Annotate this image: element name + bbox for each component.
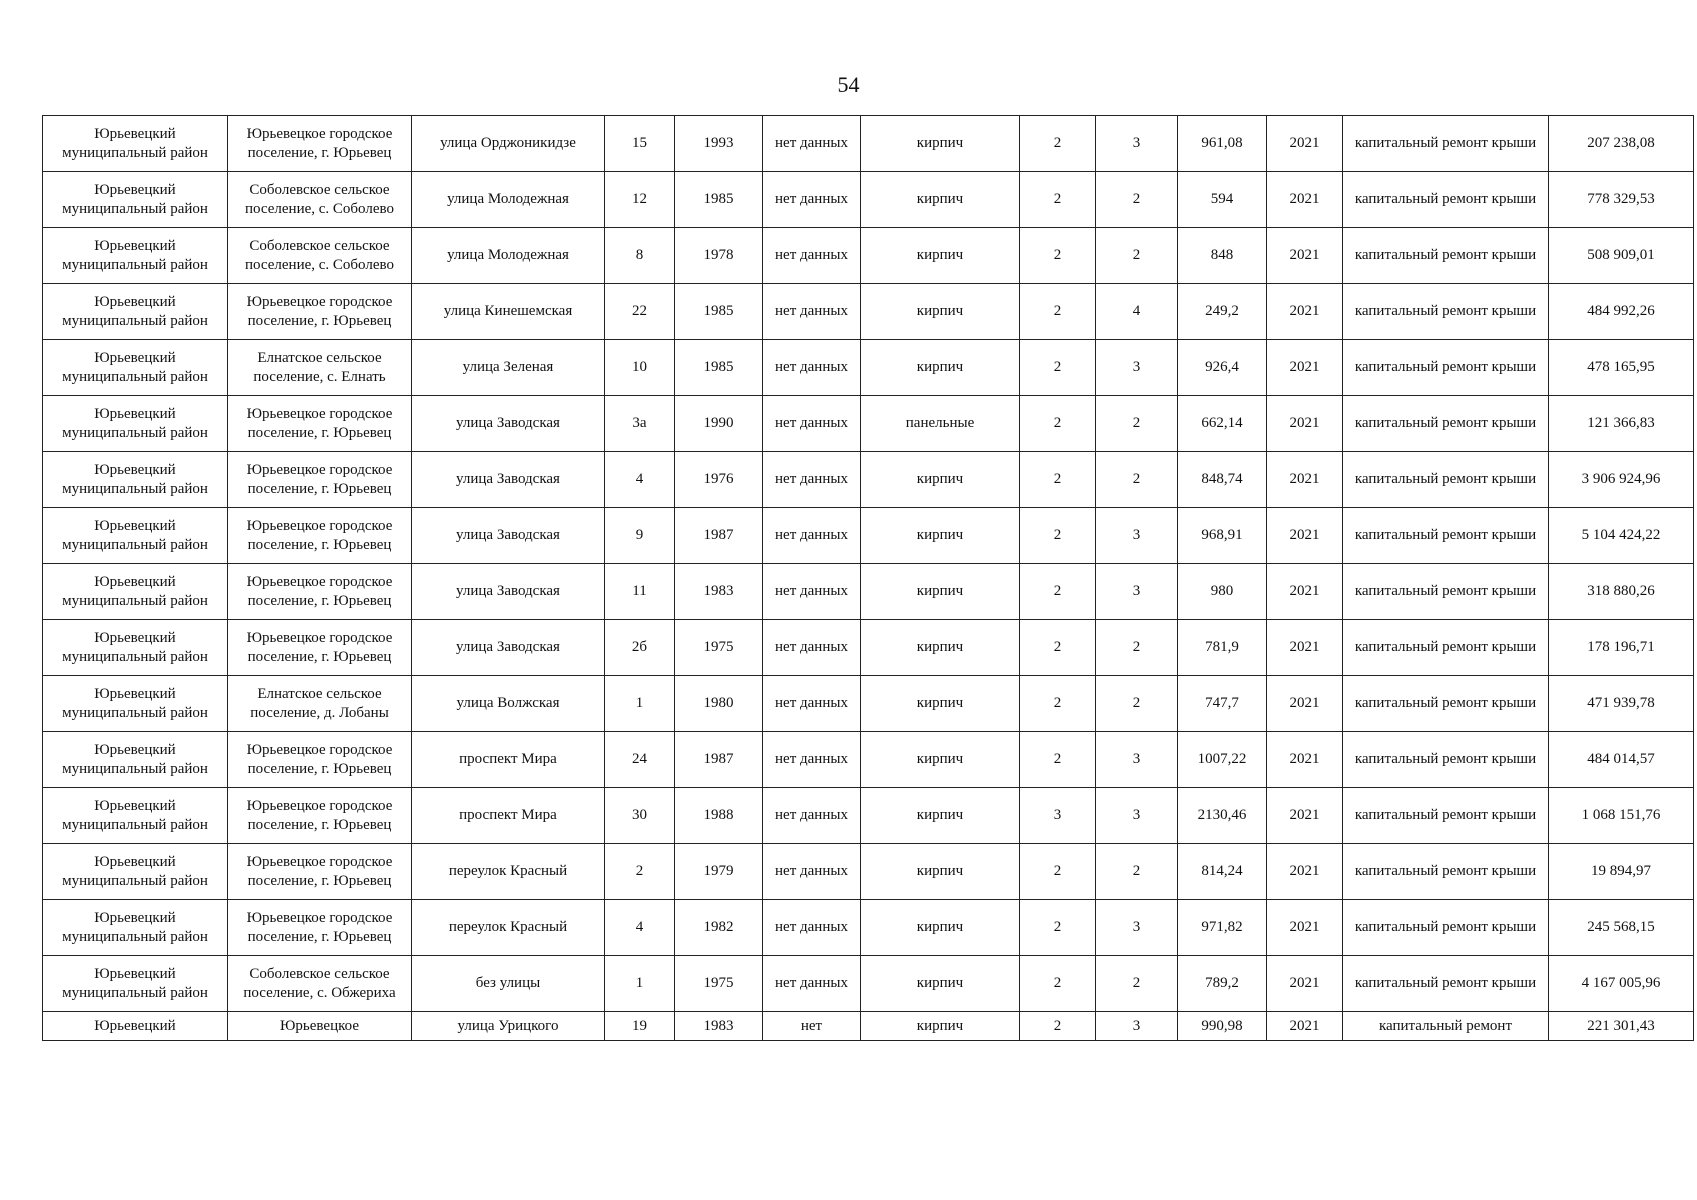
house-number-cell: 10	[605, 340, 675, 396]
district-cell: Юрьевецкий муниципальный район	[43, 844, 228, 900]
house-number-cell: 1	[605, 956, 675, 1012]
street-cell: улица Волжская	[412, 676, 605, 732]
wall-material-cell: кирпич	[861, 340, 1020, 396]
wall-material-cell: кирпич	[861, 172, 1020, 228]
area-cell: 1007,22	[1178, 732, 1267, 788]
year-built-cell: 1982	[675, 900, 763, 956]
floors-cell: 2	[1020, 172, 1096, 228]
page-number: 54	[837, 72, 860, 97]
settlement-cell: Юрьевецкое городское поселение, г. Юрьевец	[228, 900, 412, 956]
table-row	[43, 172, 1694, 228]
house-number-cell: 12	[605, 172, 675, 228]
table-row	[43, 508, 1694, 564]
table-row	[43, 900, 1694, 956]
year-reconstruction-cell: нет данных	[763, 956, 861, 1012]
year-built-cell: 1987	[675, 732, 763, 788]
year-built-cell: 1983	[675, 1012, 763, 1041]
entrances-cell: 3	[1096, 788, 1178, 844]
year-planned-cell: 2021	[1267, 844, 1343, 900]
area-cell: 662,14	[1178, 396, 1267, 452]
year-reconstruction-cell: нет данных	[763, 620, 861, 676]
street-cell: улица Заводская	[412, 564, 605, 620]
year-reconstruction-cell: нет данных	[763, 172, 861, 228]
street-cell: улица Орджоникидзе	[412, 116, 605, 172]
year-planned-cell: 2021	[1267, 956, 1343, 1012]
settlement-cell: Юрьевецкое городское поселение, г. Юрьевец	[228, 508, 412, 564]
year-planned-cell: 2021	[1267, 788, 1343, 844]
year-planned-cell: 2021	[1267, 340, 1343, 396]
house-number-cell: 3а	[605, 396, 675, 452]
wall-material-cell: кирпич	[861, 116, 1020, 172]
area-cell: 848	[1178, 228, 1267, 284]
wall-material-cell: кирпич	[861, 228, 1020, 284]
area-cell: 848,74	[1178, 452, 1267, 508]
year-built-cell: 1985	[675, 284, 763, 340]
year-reconstruction-cell: нет данных	[763, 396, 861, 452]
house-number-cell: 19	[605, 1012, 675, 1041]
wall-material-cell: кирпич	[861, 900, 1020, 956]
district-cell: Юрьевецкий муниципальный район	[43, 564, 228, 620]
district-cell: Юрьевецкий муниципальный район	[43, 116, 228, 172]
settlement-cell: Юрьевецкое	[228, 1012, 412, 1041]
floors-cell: 2	[1020, 844, 1096, 900]
house-number-cell: 15	[605, 116, 675, 172]
work-type-cell: капитальный ремонт крыши	[1343, 340, 1549, 396]
entrances-cell: 2	[1096, 172, 1178, 228]
district-cell: Юрьевецкий	[43, 1012, 228, 1041]
wall-material-cell: кирпич	[861, 956, 1020, 1012]
district-cell: Юрьевецкий муниципальный район	[43, 340, 228, 396]
work-type-cell: капитальный ремонт крыши	[1343, 676, 1549, 732]
cost-cell: 245 568,15	[1549, 900, 1694, 956]
cost-cell: 4 167 005,96	[1549, 956, 1694, 1012]
area-cell: 2130,46	[1178, 788, 1267, 844]
floors-cell: 2	[1020, 116, 1096, 172]
year-built-cell: 1975	[675, 956, 763, 1012]
year-planned-cell: 2021	[1267, 900, 1343, 956]
area-cell: 789,2	[1178, 956, 1267, 1012]
work-type-cell: капитальный ремонт крыши	[1343, 508, 1549, 564]
year-planned-cell: 2021	[1267, 116, 1343, 172]
settlement-cell: Соболевское сельское поселение, с. Соболево	[228, 172, 412, 228]
house-number-cell: 1	[605, 676, 675, 732]
floors-cell: 2	[1020, 452, 1096, 508]
year-built-cell: 1985	[675, 172, 763, 228]
house-number-cell: 24	[605, 732, 675, 788]
year-built-cell: 1975	[675, 620, 763, 676]
year-reconstruction-cell: нет данных	[763, 788, 861, 844]
year-built-cell: 1976	[675, 452, 763, 508]
work-type-cell: капитальный ремонт	[1343, 1012, 1549, 1041]
work-type-cell: капитальный ремонт крыши	[1343, 956, 1549, 1012]
year-planned-cell: 2021	[1267, 284, 1343, 340]
floors-cell: 2	[1020, 284, 1096, 340]
floors-cell: 2	[1020, 900, 1096, 956]
table-row	[43, 396, 1694, 452]
floors-cell: 3	[1020, 788, 1096, 844]
area-cell: 926,4	[1178, 340, 1267, 396]
work-type-cell: капитальный ремонт крыши	[1343, 228, 1549, 284]
settlement-cell: Соболевское сельское поселение, с. Обжериха	[228, 956, 412, 1012]
wall-material-cell: кирпич	[861, 508, 1020, 564]
cost-cell: 221 301,43	[1549, 1012, 1694, 1041]
house-number-cell: 4	[605, 900, 675, 956]
cost-cell: 778 329,53	[1549, 172, 1694, 228]
year-planned-cell: 2021	[1267, 452, 1343, 508]
entrances-cell: 3	[1096, 340, 1178, 396]
house-number-cell: 9	[605, 508, 675, 564]
entrances-cell: 2	[1096, 676, 1178, 732]
year-reconstruction-cell: нет данных	[763, 228, 861, 284]
work-type-cell: капитальный ремонт крыши	[1343, 788, 1549, 844]
wall-material-cell: кирпич	[861, 620, 1020, 676]
district-cell: Юрьевецкий муниципальный район	[43, 396, 228, 452]
table-row	[43, 844, 1694, 900]
work-type-cell: капитальный ремонт крыши	[1343, 620, 1549, 676]
house-number-cell: 11	[605, 564, 675, 620]
area-cell: 814,24	[1178, 844, 1267, 900]
area-cell: 980	[1178, 564, 1267, 620]
table-row	[43, 620, 1694, 676]
work-type-cell: капитальный ремонт крыши	[1343, 564, 1549, 620]
cost-cell: 121 366,83	[1549, 396, 1694, 452]
street-cell: проспект Мира	[412, 788, 605, 844]
work-type-cell: капитальный ремонт крыши	[1343, 284, 1549, 340]
year-built-cell: 1993	[675, 116, 763, 172]
entrances-cell: 2	[1096, 396, 1178, 452]
cost-cell: 19 894,97	[1549, 844, 1694, 900]
area-cell: 747,7	[1178, 676, 1267, 732]
entrances-cell: 3	[1096, 1012, 1178, 1041]
street-cell: улица Молодежная	[412, 228, 605, 284]
year-reconstruction-cell: нет данных	[763, 284, 861, 340]
district-cell: Юрьевецкий муниципальный район	[43, 676, 228, 732]
year-reconstruction-cell: нет данных	[763, 116, 861, 172]
year-planned-cell: 2021	[1267, 228, 1343, 284]
house-number-cell: 8	[605, 228, 675, 284]
entrances-cell: 4	[1096, 284, 1178, 340]
district-cell: Юрьевецкий муниципальный район	[43, 452, 228, 508]
settlement-cell: Юрьевецкое городское поселение, г. Юрьевец	[228, 452, 412, 508]
year-planned-cell: 2021	[1267, 1012, 1343, 1041]
table-row	[43, 564, 1694, 620]
entrances-cell: 3	[1096, 564, 1178, 620]
entrances-cell: 2	[1096, 844, 1178, 900]
settlement-cell: Юрьевецкое городское поселение, г. Юрьевец	[228, 564, 412, 620]
settlement-cell: Елнатское сельское поселение, д. Лобаны	[228, 676, 412, 732]
table-body	[43, 116, 1694, 1041]
street-cell: улица Кинешемская	[412, 284, 605, 340]
year-reconstruction-cell: нет данных	[763, 564, 861, 620]
floors-cell: 2	[1020, 228, 1096, 284]
floors-cell: 2	[1020, 396, 1096, 452]
settlement-cell: Соболевское сельское поселение, с. Соболево	[228, 228, 412, 284]
work-type-cell: капитальный ремонт крыши	[1343, 452, 1549, 508]
cost-cell: 178 196,71	[1549, 620, 1694, 676]
wall-material-cell: кирпич	[861, 564, 1020, 620]
table-row	[43, 452, 1694, 508]
wall-material-cell: кирпич	[861, 732, 1020, 788]
district-cell: Юрьевецкий муниципальный район	[43, 228, 228, 284]
settlement-cell: Елнатское сельское поселение, с. Елнать	[228, 340, 412, 396]
work-type-cell: капитальный ремонт крыши	[1343, 900, 1549, 956]
year-built-cell: 1983	[675, 564, 763, 620]
entrances-cell: 2	[1096, 956, 1178, 1012]
cost-cell: 3 906 924,96	[1549, 452, 1694, 508]
work-type-cell: капитальный ремонт крыши	[1343, 732, 1549, 788]
entrances-cell: 3	[1096, 508, 1178, 564]
district-cell: Юрьевецкий муниципальный район	[43, 788, 228, 844]
year-built-cell: 1985	[675, 340, 763, 396]
house-number-cell: 2б	[605, 620, 675, 676]
settlement-cell: Юрьевецкое городское поселение, г. Юрьевец	[228, 732, 412, 788]
floors-cell: 2	[1020, 508, 1096, 564]
area-cell: 594	[1178, 172, 1267, 228]
district-cell: Юрьевецкий муниципальный район	[43, 508, 228, 564]
street-cell: улица Заводская	[412, 508, 605, 564]
wall-material-cell: кирпич	[861, 452, 1020, 508]
work-type-cell: капитальный ремонт крыши	[1343, 172, 1549, 228]
district-cell: Юрьевецкий муниципальный район	[43, 956, 228, 1012]
settlement-cell: Юрьевецкое городское поселение, г. Юрьевец	[228, 788, 412, 844]
year-reconstruction-cell: нет	[763, 1012, 861, 1041]
floors-cell: 2	[1020, 620, 1096, 676]
work-type-cell: капитальный ремонт крыши	[1343, 116, 1549, 172]
settlement-cell: Юрьевецкое городское поселение, г. Юрьевец	[228, 396, 412, 452]
floors-cell: 2	[1020, 564, 1096, 620]
street-cell: улица Заводская	[412, 396, 605, 452]
work-type-cell: капитальный ремонт крыши	[1343, 844, 1549, 900]
floors-cell: 2	[1020, 1012, 1096, 1041]
cost-cell: 484 992,26	[1549, 284, 1694, 340]
entrances-cell: 2	[1096, 452, 1178, 508]
year-reconstruction-cell: нет данных	[763, 508, 861, 564]
floors-cell: 2	[1020, 956, 1096, 1012]
entrances-cell: 3	[1096, 732, 1178, 788]
year-built-cell: 1990	[675, 396, 763, 452]
street-cell: проспект Мира	[412, 732, 605, 788]
settlement-cell: Юрьевецкое городское поселение, г. Юрьевец	[228, 620, 412, 676]
district-cell: Юрьевецкий муниципальный район	[43, 620, 228, 676]
cost-cell: 508 909,01	[1549, 228, 1694, 284]
year-reconstruction-cell: нет данных	[763, 340, 861, 396]
cost-cell: 484 014,57	[1549, 732, 1694, 788]
floors-cell: 2	[1020, 732, 1096, 788]
house-number-cell: 30	[605, 788, 675, 844]
area-cell: 971,82	[1178, 900, 1267, 956]
year-built-cell: 1988	[675, 788, 763, 844]
year-reconstruction-cell: нет данных	[763, 676, 861, 732]
house-number-cell: 4	[605, 452, 675, 508]
year-planned-cell: 2021	[1267, 676, 1343, 732]
floors-cell: 2	[1020, 676, 1096, 732]
table-row	[43, 228, 1694, 284]
cost-cell: 1 068 151,76	[1549, 788, 1694, 844]
wall-material-cell: кирпич	[861, 676, 1020, 732]
settlement-cell: Юрьевецкое городское поселение, г. Юрьевец	[228, 284, 412, 340]
area-cell: 249,2	[1178, 284, 1267, 340]
wall-material-cell: кирпич	[861, 284, 1020, 340]
cost-cell: 478 165,95	[1549, 340, 1694, 396]
year-reconstruction-cell: нет данных	[763, 452, 861, 508]
district-cell: Юрьевецкий муниципальный район	[43, 284, 228, 340]
entrances-cell: 2	[1096, 620, 1178, 676]
settlement-cell: Юрьевецкое городское поселение, г. Юрьевец	[228, 844, 412, 900]
district-cell: Юрьевецкий муниципальный район	[43, 172, 228, 228]
wall-material-cell: панельные	[861, 396, 1020, 452]
floors-cell: 2	[1020, 340, 1096, 396]
table-row	[43, 340, 1694, 396]
house-number-cell: 22	[605, 284, 675, 340]
settlement-cell: Юрьевецкое городское поселение, г. Юрьевец	[228, 116, 412, 172]
table-row	[43, 956, 1694, 1012]
area-cell: 781,9	[1178, 620, 1267, 676]
street-cell: улица Урицкого	[412, 1012, 605, 1041]
year-reconstruction-cell: нет данных	[763, 732, 861, 788]
wall-material-cell: кирпич	[861, 1012, 1020, 1041]
area-cell: 990,98	[1178, 1012, 1267, 1041]
year-built-cell: 1987	[675, 508, 763, 564]
street-cell: улица Заводская	[412, 620, 605, 676]
entrances-cell: 3	[1096, 116, 1178, 172]
district-cell: Юрьевецкий муниципальный район	[43, 900, 228, 956]
street-cell: улица Молодежная	[412, 172, 605, 228]
area-cell: 968,91	[1178, 508, 1267, 564]
cost-cell: 318 880,26	[1549, 564, 1694, 620]
wall-material-cell: кирпич	[861, 844, 1020, 900]
table-row	[43, 1012, 1694, 1041]
housing-repair-table	[42, 115, 1694, 1041]
year-built-cell: 1980	[675, 676, 763, 732]
year-planned-cell: 2021	[1267, 396, 1343, 452]
year-planned-cell: 2021	[1267, 508, 1343, 564]
entrances-cell: 3	[1096, 900, 1178, 956]
cost-cell: 207 238,08	[1549, 116, 1694, 172]
table-row	[43, 676, 1694, 732]
table-row	[43, 116, 1694, 172]
year-planned-cell: 2021	[1267, 564, 1343, 620]
street-cell: переулок Красный	[412, 900, 605, 956]
table-row	[43, 284, 1694, 340]
district-cell: Юрьевецкий муниципальный район	[43, 732, 228, 788]
work-type-cell: капитальный ремонт крыши	[1343, 396, 1549, 452]
year-planned-cell: 2021	[1267, 172, 1343, 228]
year-built-cell: 1979	[675, 844, 763, 900]
year-planned-cell: 2021	[1267, 620, 1343, 676]
year-reconstruction-cell: нет данных	[763, 900, 861, 956]
year-reconstruction-cell: нет данных	[763, 844, 861, 900]
street-cell: улица Заводская	[412, 452, 605, 508]
year-planned-cell: 2021	[1267, 732, 1343, 788]
entrances-cell: 2	[1096, 228, 1178, 284]
table-row	[43, 732, 1694, 788]
street-cell: улица Зеленая	[412, 340, 605, 396]
house-number-cell: 2	[605, 844, 675, 900]
table-row	[43, 788, 1694, 844]
street-cell: переулок Красный	[412, 844, 605, 900]
cost-cell: 5 104 424,22	[1549, 508, 1694, 564]
street-cell: без улицы	[412, 956, 605, 1012]
cost-cell: 471 939,78	[1549, 676, 1694, 732]
wall-material-cell: кирпич	[861, 788, 1020, 844]
area-cell: 961,08	[1178, 116, 1267, 172]
year-built-cell: 1978	[675, 228, 763, 284]
